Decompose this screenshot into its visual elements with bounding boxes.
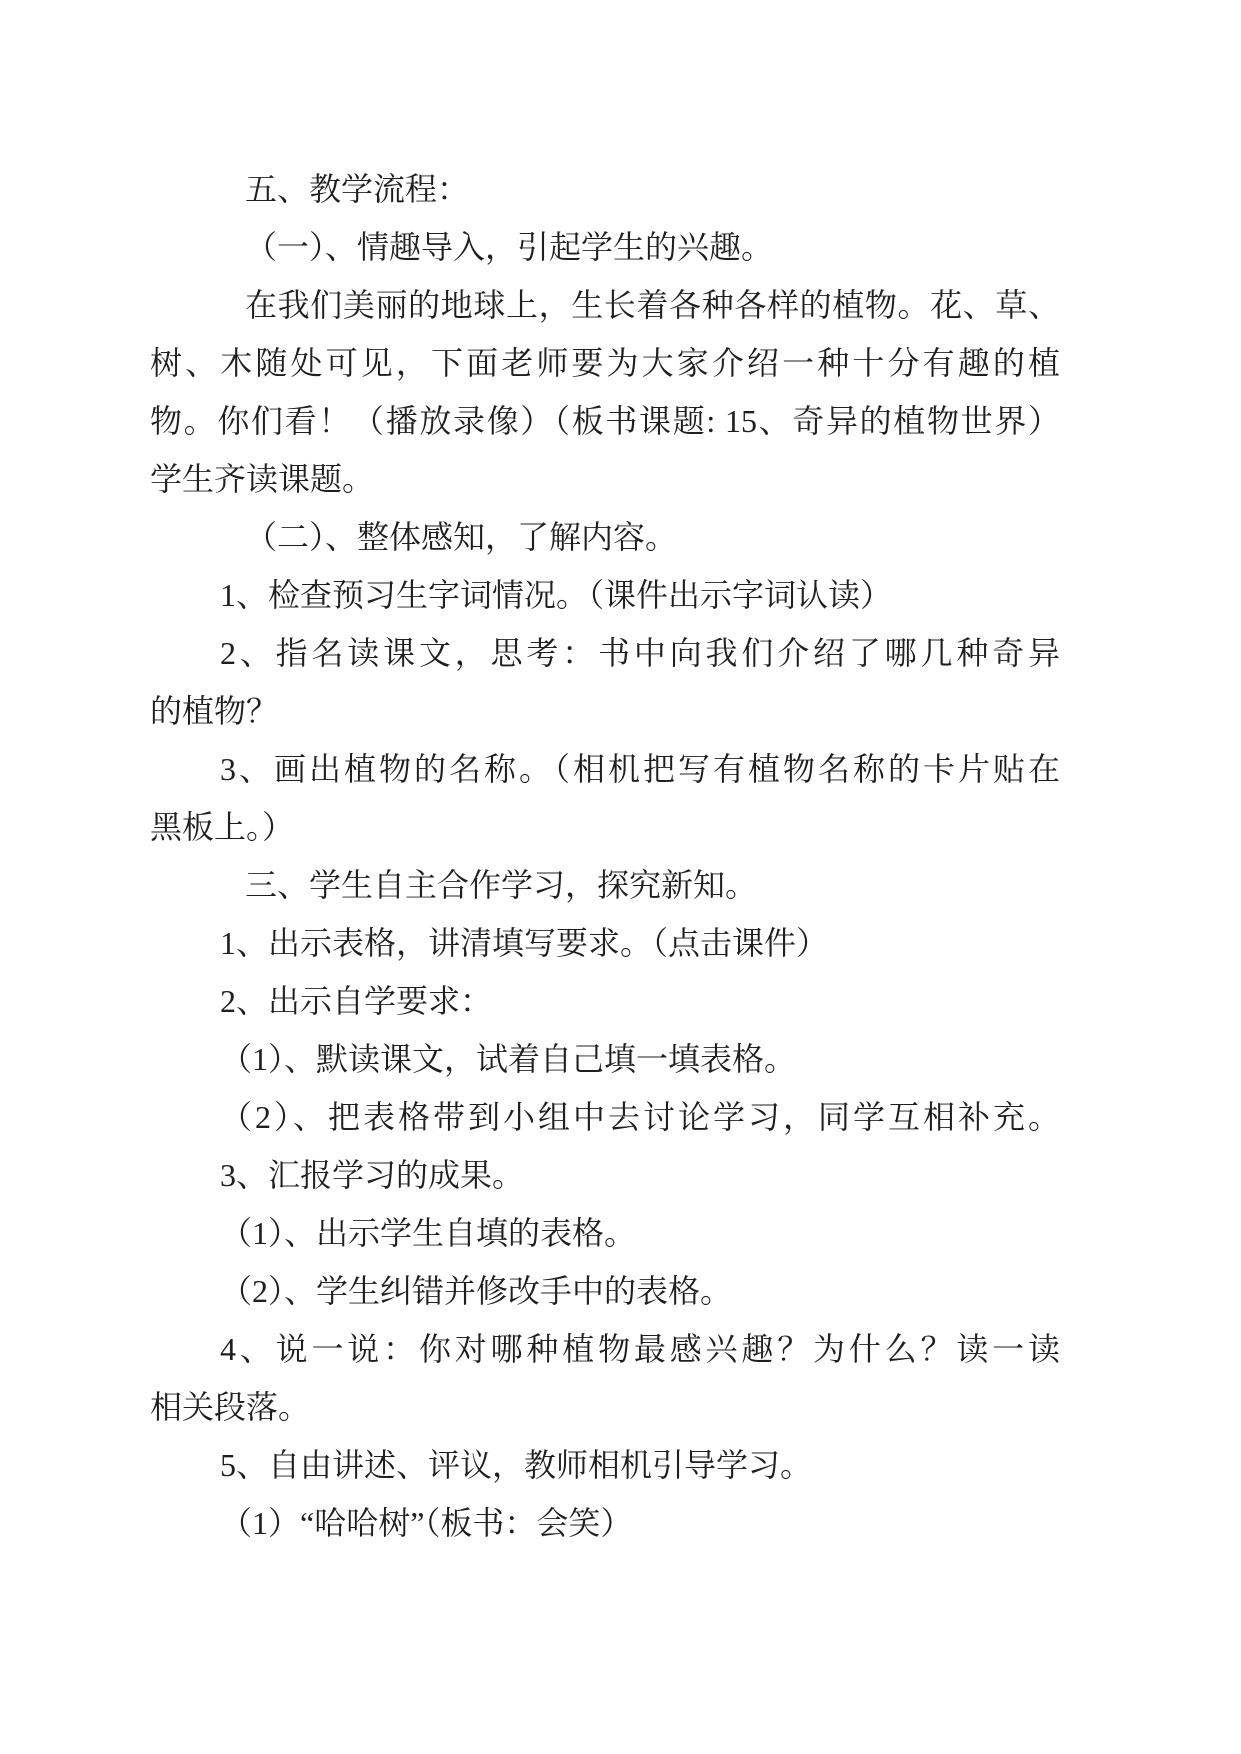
document-body bbox=[150, 160, 1060, 1552]
doc-line: 黑板上。） bbox=[150, 809, 295, 845]
list-item: 1、出示表格，讲清填写要求。（点击课件） bbox=[220, 925, 829, 961]
list-item: 3、画出植物的名称。（相机把写有植物名称的卡片贴在 bbox=[220, 751, 1060, 787]
doc-line: 物。你们看！（播放录像）（板书课题: 15、奇异的植物世界） bbox=[150, 403, 1060, 439]
list-item: （2）、学生纠错并修改手中的表格。 bbox=[220, 1273, 733, 1309]
sub-heading: （二）、整体感知，了解内容。 bbox=[245, 519, 678, 555]
list-item: 4、说一说：你对哪种植物最感兴趣？为什么？读一读 bbox=[220, 1331, 1060, 1367]
sub-heading: （一）、情趣导入，引起学生的兴趣。 bbox=[245, 229, 774, 265]
list-item: 1、检查预习生字词情况。（课件出示字词认读） bbox=[220, 577, 893, 613]
list-item: （1）“哈哈树”（板书：会笑） bbox=[220, 1505, 633, 1541]
doc-line: 的植物？ bbox=[150, 693, 279, 729]
doc-line: 在我们美丽的地球上，生长着各种各样的植物。花、草、 bbox=[245, 287, 1060, 323]
section-heading: 三、学生自主合作学习，探究新知。 bbox=[245, 867, 758, 903]
doc-line: 学生齐读课题。 bbox=[150, 461, 375, 497]
list-item: 2、指名读课文，思考：书中向我们介绍了哪几种奇异 bbox=[220, 635, 1060, 671]
section-heading: 五、教学流程： bbox=[245, 171, 470, 207]
doc-line: 相关段落。 bbox=[150, 1389, 311, 1425]
list-item: （1）、出示学生自填的表格。 bbox=[220, 1215, 637, 1251]
list-item: （2）、把表格带到小组中去讨论学习，同学互相补充。 bbox=[220, 1099, 1060, 1135]
list-item: 2、出示自学要求： bbox=[220, 983, 493, 1019]
doc-line: 树、木随处可见，下面老师要为大家介绍一种十分有趣的植 bbox=[150, 345, 1060, 381]
list-item: 3、汇报学习的成果。 bbox=[220, 1157, 525, 1193]
list-item: （1）、默读课文，试着自己填一填表格。 bbox=[220, 1041, 797, 1077]
list-item: 5、自由讲述、评议，教师相机引导学习。 bbox=[220, 1447, 813, 1483]
